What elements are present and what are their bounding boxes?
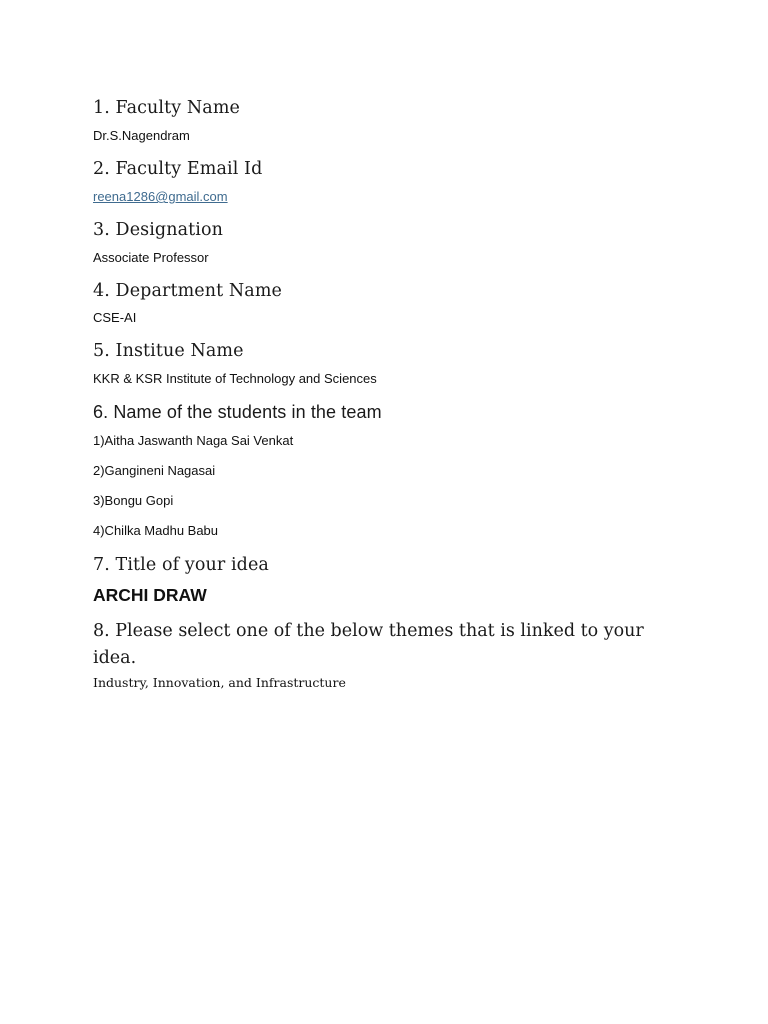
students-heading: 6. Name of the students in the team — [93, 402, 382, 422]
institute-name-heading: 5. Institue Name — [93, 341, 244, 361]
student-name: 1)Aitha Jaswanth Naga Sai Venkat — [93, 433, 294, 448]
idea-title-value: ARCHI DRAW — [93, 585, 207, 605]
faculty-email-value — [93, 188, 653, 206]
designation-heading: 3. Designation — [93, 220, 223, 240]
student-name: 2)Gangineni Nagasai — [93, 463, 216, 478]
theme-value: Industry, Innovation, and Infrastructure — [93, 675, 346, 690]
student-name: 3)Bongu Gopi — [93, 493, 174, 508]
department-name-value: CSE-AI — [93, 310, 137, 325]
student-name: 4)Chilka Madhu Babu — [93, 523, 219, 538]
faculty-name-value: Dr.S.Nagendram — [93, 128, 190, 143]
department-name-heading: 4. Department Name — [93, 281, 282, 301]
faculty-email-heading: 2. Faculty Email Id — [93, 159, 263, 179]
theme-heading: 8. Please select one of the below themes that is linked to your idea. — [93, 621, 644, 668]
idea-title-heading: 7. Title of your idea — [93, 555, 269, 575]
faculty-name-heading: 1. Faculty Name — [93, 98, 240, 118]
document-content — [93, 95, 653, 692]
faculty-email-link[interactable]: reena1286@gmail.com — [93, 189, 228, 204]
institute-name-value: KKR & KSR Institute of Technology and Sciences — [93, 371, 377, 386]
designation-value: Associate Professor — [93, 250, 209, 265]
